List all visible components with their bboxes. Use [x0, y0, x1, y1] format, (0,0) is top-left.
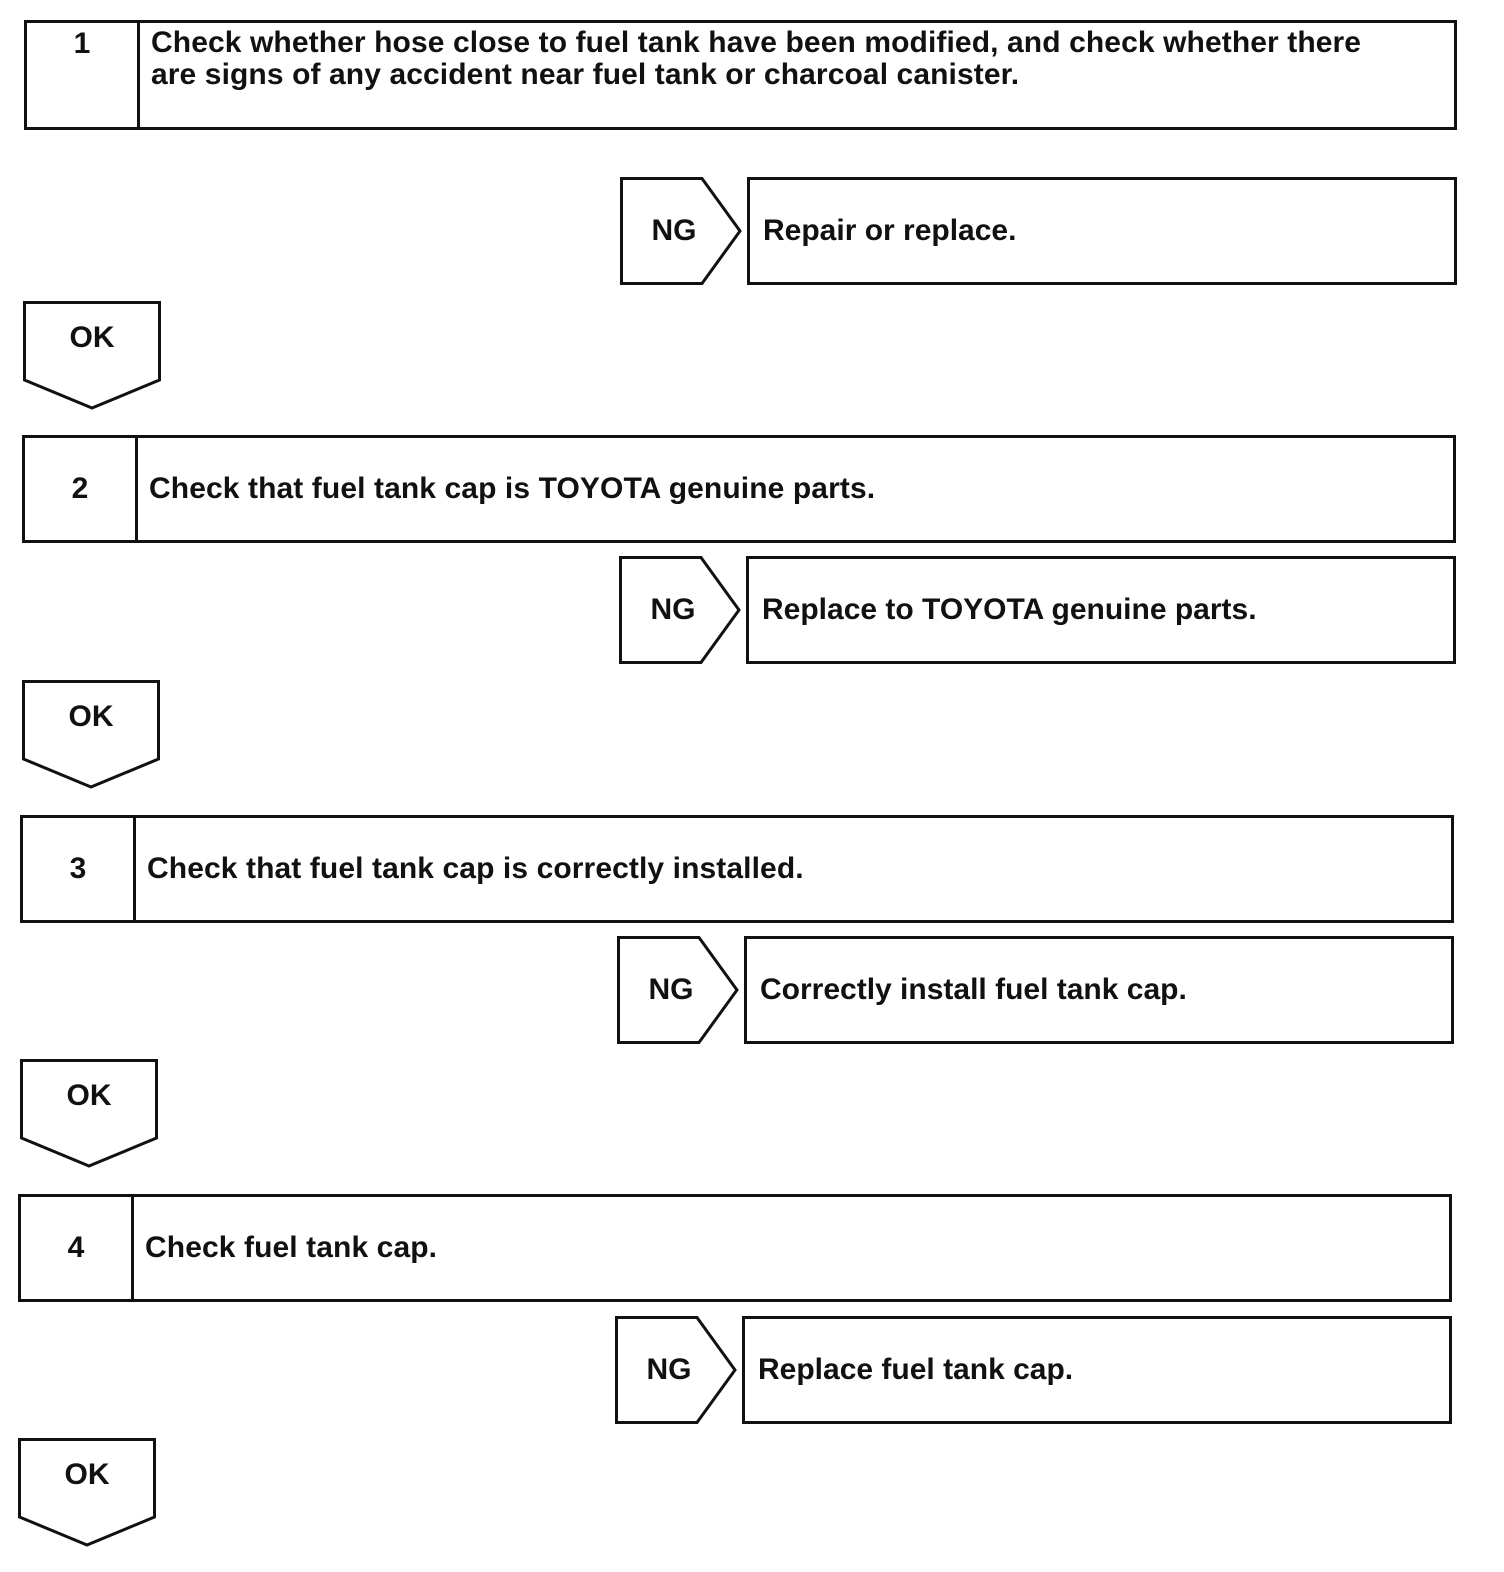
step-2-number: 2 — [25, 438, 138, 540]
step-4-box — [18, 1194, 1452, 1302]
step-2-box — [22, 435, 1456, 543]
step-3-ng-action — [744, 936, 1454, 1044]
step-4-ng-arrow — [615, 1316, 737, 1424]
step-4-ng-action-text: Replace fuel tank cap. — [758, 1353, 1074, 1386]
step-4-text: Check fuel tank cap. — [145, 1231, 438, 1264]
step-1-ng-arrow — [620, 177, 742, 285]
step-3-box — [20, 815, 1454, 923]
step-2-ng-label: NG — [650, 593, 696, 626]
step-4-number: 4 — [21, 1197, 134, 1299]
step-4-ng-action — [742, 1316, 1452, 1424]
step-1-ng-action-text: Repair or replace. — [763, 214, 1017, 247]
step-3-ng-label: NG — [648, 973, 694, 1006]
step-2-ok-label: OK — [68, 700, 114, 733]
step-3-ok-arrow — [20, 1059, 158, 1169]
step-1-text: Check whether hose close to fuel tank have been modified, and check whether there are signs of any accident near fuel tank or charcoal canister. — [151, 26, 1362, 91]
step-1-ok-label: OK — [69, 321, 115, 354]
step-1-number: 1 — [27, 23, 140, 127]
step-3-text: Check that fuel tank cap is correctly installed. — [147, 852, 804, 885]
step-3-ng-arrow — [617, 936, 739, 1044]
step-1-ok-arrow — [23, 301, 161, 411]
step-4-ok-arrow — [18, 1438, 156, 1548]
step-2-ng-action — [746, 556, 1456, 664]
step-2-ng-action-text: Replace to TOYOTA genuine parts. — [762, 593, 1257, 626]
step-2-ok-arrow — [22, 680, 160, 790]
step-3-ng-action-text: Correctly install fuel tank cap. — [760, 973, 1187, 1006]
step-4-ng-label: NG — [646, 1353, 692, 1386]
step-1-box — [24, 20, 1457, 130]
step-1-ng-label: NG — [651, 214, 697, 247]
step-2-text: Check that fuel tank cap is TOYOTA genuine parts. — [149, 472, 876, 505]
step-2-ng-arrow — [619, 556, 741, 664]
step-1-ng-action — [747, 177, 1457, 285]
step-3-ok-label: OK — [66, 1079, 112, 1112]
step-4-ok-label: OK — [64, 1458, 110, 1491]
step-3-number: 3 — [23, 818, 136, 920]
